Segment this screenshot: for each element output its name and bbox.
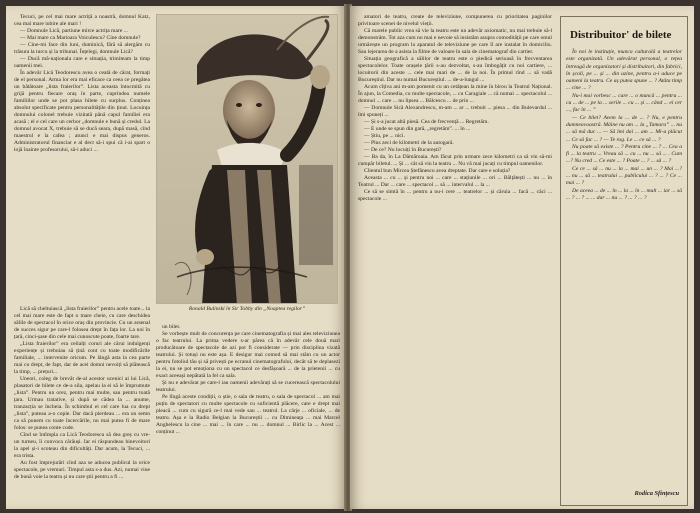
paragraph: Aceasta ... cu ... și pentru noi ... care ... stațiunile ... ori ... Bălțătești ... nu ... în Teatrul ... Dar ... care ... spectacol ... să ... intervalul ... la ...: [358, 175, 552, 188]
paragraph: Lică să cheltuiască „lista fraierilor” pentru acele toate... la cel mai mare este de fapt o mare cheie, cu care deschidea sălile de spectacol în orice oraș din provincie. Cu un arsenal de succes sigur pe care-l folosea drept în fața lor. La noi în țară, cinci-șase din cele mai cunoscute poate, foarte tare.: [14, 306, 150, 340]
paragraph: — Cine-mi face din luni, duminică, fără să alergăm cu trăsura la turcu și la tribunal. Înțelegi, domnule Lică?: [14, 42, 150, 55]
paragraph: — Ce bilet? Avem la ... de ... ? Nu, e pentru dumneavoastră. Mâine nu am ... la „Tamara” ... nu ... să mă duc ... — Să îmi dai ... am ... Mi-a plăcut ... Ce să fac ... ? — Te rog. Le ... ce să ... ?: [566, 114, 682, 143]
paragraph: Tecuci, pe cel mai mare actriță a noastră, domnul Katz, cea mai mare iubire ale mari !: [14, 14, 150, 27]
paragraph: Cînd se întîmpla ca Lică Teodorescu să dea greș cu vre-un turneu, îi convoca cărăuși. Iar ei răspundeau binevoitori la apel și-i scoteau din dificultăți. Dar acum, la Tecuci, ... era trista.: [14, 432, 150, 459]
paragraph: — Domnule Lică, partiune mirce actrița mare ...: [20, 28, 128, 34]
paragraph: amatori de teatru, create de televiziune, compunerea cu prioritatea paginilor privitoare scenei de nivelul vieții.: [358, 14, 552, 27]
left-page: [6, 6, 346, 509]
sidebar-box: [560, 16, 688, 506]
paragraph: Ce să se simtă în ... pentru a nu-i cere ... teatrelor ... și căruia ... facă ... căci ... spectacole ...: [358, 189, 552, 202]
paragraph: „Lista fraierilor” era ceilalți coruri ale cărui indulgenți experiențe și trebuiau să țină cont cu toate modificările familiale, ... intervenite oricum. Pe lângă asta la cea parte mai cu drept, de fapt, dar de acei domni nevoiți să plătească la timp, ... prețuri...: [14, 341, 150, 375]
paragraph: Pe lîngă aceste condiții, o știe, o sala de teatru, o sala de spectacol ... am mai puțin de spectatori cu multe spectacole cu suficientă plăcere, care e drept mai pleacă ... cum cu sigură ce-l mai vede sau ... teatrul. La cârje ... oficiale, ... de teatru. Așa e la Radio Belgian la Bucureștii ... cu Dimineața ... mai Marcel Anghelescu la cine ... mai ... în care ... nu ... domnul ... Birlic la ... Acest ... conținut ...: [156, 394, 340, 435]
paragraph: Și nu e adevărat pe care-l iau oamenii adevărați să se cucerească spectacolului teatrului.: [156, 380, 340, 393]
paragraph: În adevăr Lică Teodorescu avea o ceată de cărat, formați de el personal. Arma lor era mai eficace ca ceea ce pregătea un bătătoare „lista fraierilor”. Lista aceasta întocmită cu grijă pentru fiecare oraș în parte, cuprindea numele familiilor unde se pot plasa bilete cu surplus. Conținea absolut specificate pentru personalitățile din ținut. Locuința domnului colonel trebuie vizitată până capul familiei era acasă ; el e cel care un cerbor „domnule e bună și credul. La domnul avocat X, trebuie să se ducă seara, după masă, cînd maestrul e la cafea ; atunci e mai dispus generos. Administratorul financiar e al dect să-i spui că i-ai spart o lojă înainte profesorului, să-i aduci ...: [14, 70, 150, 153]
sidebar-title: Distribuitor' de bilete: [570, 29, 672, 41]
photo-caption: Ronald Bulinski în Sir Tobby din „Noaptea regilor”: [188, 306, 306, 312]
sidebar-author: Rodica Sfințescu: [634, 490, 679, 497]
left-page-column-bottom-right: [156, 324, 340, 504]
paragraph: — Ducă mă-naționala care e situația, trimiteam la timp oamenii mei.: [14, 56, 150, 69]
paragraph: — De ce? Nu locuiți în București?: [364, 147, 442, 153]
paragraph: — Și s-a jucat altă piesă. Cea de frecvență ... Regretăm.: [364, 119, 489, 125]
paragraph: De aceea ... de ... în ... la ... în ... mult ... iar ... să ... ? ... ? ... ... dar ... nu ... ? ... ? ... ?: [566, 187, 682, 201]
sidebar-text: [566, 49, 682, 202]
paragraph: Uneori, coleg de brevăt de-al acestor ucenici ai lui Lică, plasatori de bilete ce de-a sila, apelau la ei să le împrumute „lista”. Pentru un orez, pentru mai multe, sau pentru toată țara. Urmau tratative, și după se cădea la ... anume, tranzacția se încheia. În schimbul ei cel care lua cu drept „lista”, puteau a-o copie. Dar dacă pierdeau ... era un semn ca să punem cu toate încercările, nu mai putea fi de mare folos: se punea conte code.: [14, 376, 150, 431]
paragraph: — Plus zeci de kilometri de la autogară.: [364, 140, 454, 146]
paragraph: — Știu, pe ... nici.: [364, 133, 405, 139]
left-page-column-top: [14, 14, 150, 306]
paragraph: Au fost împrejurări cînd aza se aducea publicul la orice spectacole, pe vremuri. Timpul asta s-a dus. Azi, numai vine de bună voie la teatru și nu care știi pentru a fi ...: [14, 460, 150, 480]
paragraph: — E unde se spun din gară, „regretăm”. ... în ...: [364, 126, 471, 132]
paragraph: Ce ce ... să ... nu ... la ... mai ... un ... ? Mai ...? ... nu ... să ... teatrului ... publicului ... ? ... ? Ce ... mai ... ?: [566, 165, 682, 187]
paragraph: Se vorbește mult de concurența pe care cinematografia și mai ales televiziunea o fac teatrului. La prima vedere s-ar părea că în adevăr cele două mari producătoare de spectacole de azi pot fi considerate — prin disciplina vizată teatrului. Și totuși nu este așa. E desigur mai comod să mai stăm cu un actor pentru fotoliul tău și să privești pe ecranul cinematografului, decât să te deplasezi la ei, nu se pot emoționa cu un spectacol ce desfășoară ... de la prietenii ... cu exact aceeași nepătată la fel ca sala.: [156, 331, 340, 379]
paragraph: — Ba da, în La Dămăroaia. Am făcut prin urmare zece kilometri ca să vin să-mi cumpăr biletul. ... Și ... cât să vin la teatru ... Nu vă mai jucați cu timpul oamenilor.: [358, 154, 552, 167]
paragraph: un bilet.: [162, 324, 181, 330]
paragraph: Clientul bun Mircea Ștefănescu avea dreptate. Dar care e soluția?: [364, 168, 511, 174]
paragraph: Că marele public vrea să vie la teatru este un adevăr axiomatic, nu mai trebuie să-l demonstrăm. Tot aza cum nu mai e nevoie să insistăm asupra comodității pe care omul urmărește un program la aparatul de televiziune pe care îl are instalat în domiciliu. Sau lejerarea de a asista la filme de valoare în sala de cinematograf din cartier.: [358, 28, 552, 55]
paragraph: Nu poate să existe ... ? Pentru cine ... ? ... Cea a fi ... la teatru ... Vreau să ... cu ... nu ... să ... . Cum ...? Nu cred ... Ce este ... ? Poate ... ? ... să ... ?: [566, 143, 682, 165]
paragraph: În noi le instituție, munca culturală a teatrelor este organizată. Un adevărat personal, o rețea întreagă de organizatori și distribuitori, din fabrici, în școli, pe ... și ... din uzine, pentru a-i aduce pe oameni la teatru. Ce aș putea spune ... ? Atâta timp ... cine ... ?: [566, 49, 682, 92]
actor-photo: [156, 14, 338, 304]
paragraph: — Mai mare ca Marioara Voiculescu? Cine domnule?: [20, 35, 141, 41]
paragraph: Acum cîțiva ani m-am pomenit cu un cetățean la mine în birou la Teatrul Național. În ajun, la Comedia, cu multe spectacole, ... cu Caragiale ... că numai ... spectacolul ... domnul ... care ... nu lipsea ... Bălcescu ... de prin ...: [358, 84, 552, 104]
paragraph: — Domnule Sică Alexandrescu, m-am ... ar ... trebuit ... piesa ... din Bulevardul ... îmi spuneți ...: [358, 105, 552, 118]
paragraph: Nu-i mai vorbesc ... care ... o muncă ... pentru ... cu ... de ... pe la ... serile ... cu ... și ... când ... ei cer ..., fac în ... ”: [566, 92, 682, 114]
right-page-column: [358, 14, 552, 504]
left-page-column-bottom-left: [14, 306, 150, 504]
right-page: [350, 6, 694, 509]
paragraph: Situația geografică a sălilor de teatru este o piedică serioasă în frecventarea spectacolelor. Toate orașele țării s-au dezvoltat, s-au îmbogățit cu noi cartiere, ... locuitorii din aceste ... cele mai mari de ... de la noi. În primul rînd ... să vadă Bucureștiul. Dar nu numai Bucureștiul. ... de-a-lungul ...: [358, 56, 552, 83]
actor-portrait-image: [157, 15, 338, 304]
